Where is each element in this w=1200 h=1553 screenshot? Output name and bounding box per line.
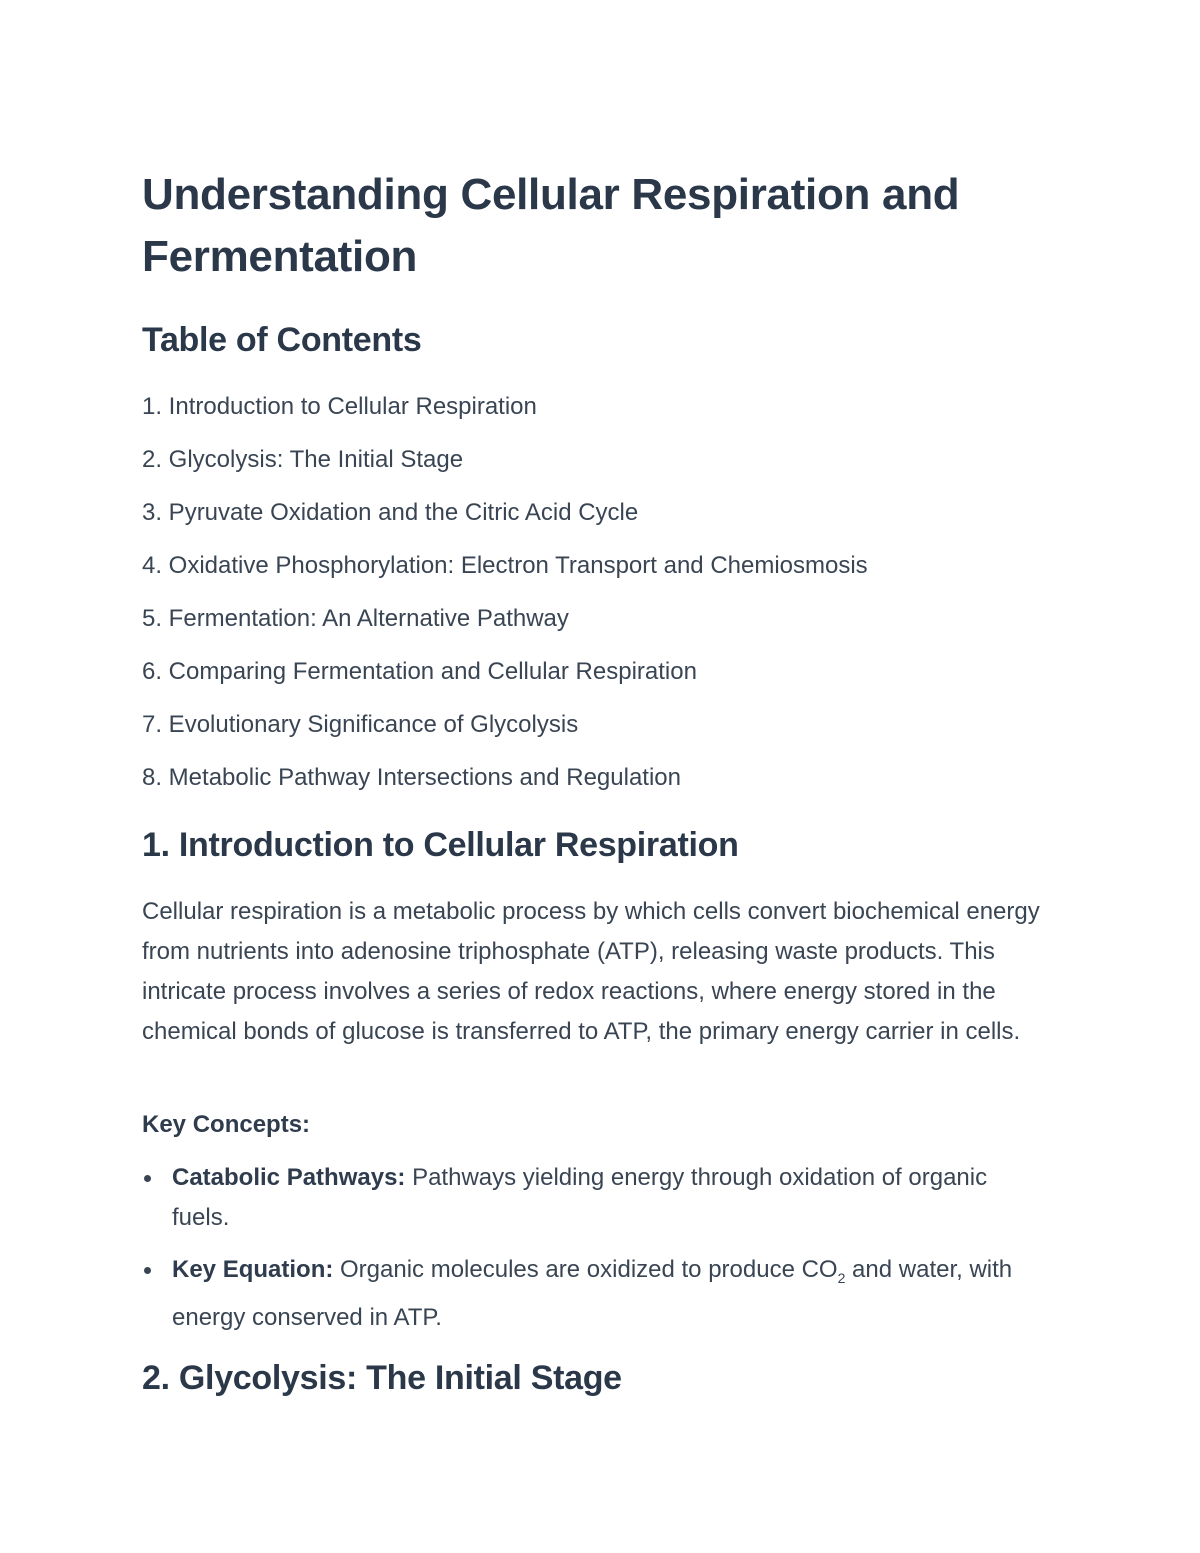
toc-heading: Table of Contents — [142, 321, 422, 359]
key-concepts-label: Key Concepts: — [142, 1111, 311, 1138]
bullet-term: Key Equation: — [172, 1256, 334, 1283]
key-concepts-list — [142, 1158, 1022, 1350]
toc-item[interactable]: 4. Oxidative Phosphorylation: Electron Transport and Chemiosmosis — [142, 552, 868, 579]
toc-item[interactable]: 6. Comparing Fermentation and Cellular Respiration — [142, 658, 697, 685]
section-2-heading: 2. Glycolysis: The Initial Stage — [142, 1359, 622, 1397]
list-item — [142, 1158, 1022, 1238]
document-title: Understanding Cellular Respiration and Fermentation — [142, 170, 960, 281]
toc-item[interactable]: 7. Evolutionary Significance of Glycolysis — [142, 711, 579, 738]
section-1-heading: 1. Introduction to Cellular Respiration — [142, 826, 739, 864]
bullet-text: and water, with energy conserved in ATP. — [172, 1256, 1013, 1331]
toc-item[interactable]: 1. Introduction to Cellular Respiration — [142, 393, 537, 420]
table-of-contents — [142, 380, 868, 804]
bullet-term: Catabolic Pathways: — [172, 1164, 406, 1191]
bullet-text: Organic molecules are oxidized to produce CO — [333, 1256, 838, 1283]
toc-item[interactable]: 8. Metabolic Pathway Intersections and Regulation — [142, 764, 681, 791]
section-1-paragraph: Cellular respiration is a metabolic process by which cells convert biochemical energy from nutrients into adenosine triphosphate (ATP), releasing waste products. This intricate process involves a series of redox reactions, where energy stored in the chemical bonds of glucose is transferred to ATP, the primary energy carrier in cells. — [142, 898, 1040, 1045]
toc-item[interactable]: 2. Glycolysis: The Initial Stage — [142, 446, 464, 473]
subscript: 2 — [837, 1269, 846, 1286]
bullet-text: Pathways yielding energy through oxidation of organic fuels. — [172, 1164, 988, 1231]
toc-item[interactable]: 5. Fermentation: An Alternative Pathway — [142, 605, 569, 632]
toc-item[interactable]: 3. Pyruvate Oxidation and the Citric Acid Cycle — [142, 499, 639, 526]
list-item — [142, 1250, 1022, 1338]
